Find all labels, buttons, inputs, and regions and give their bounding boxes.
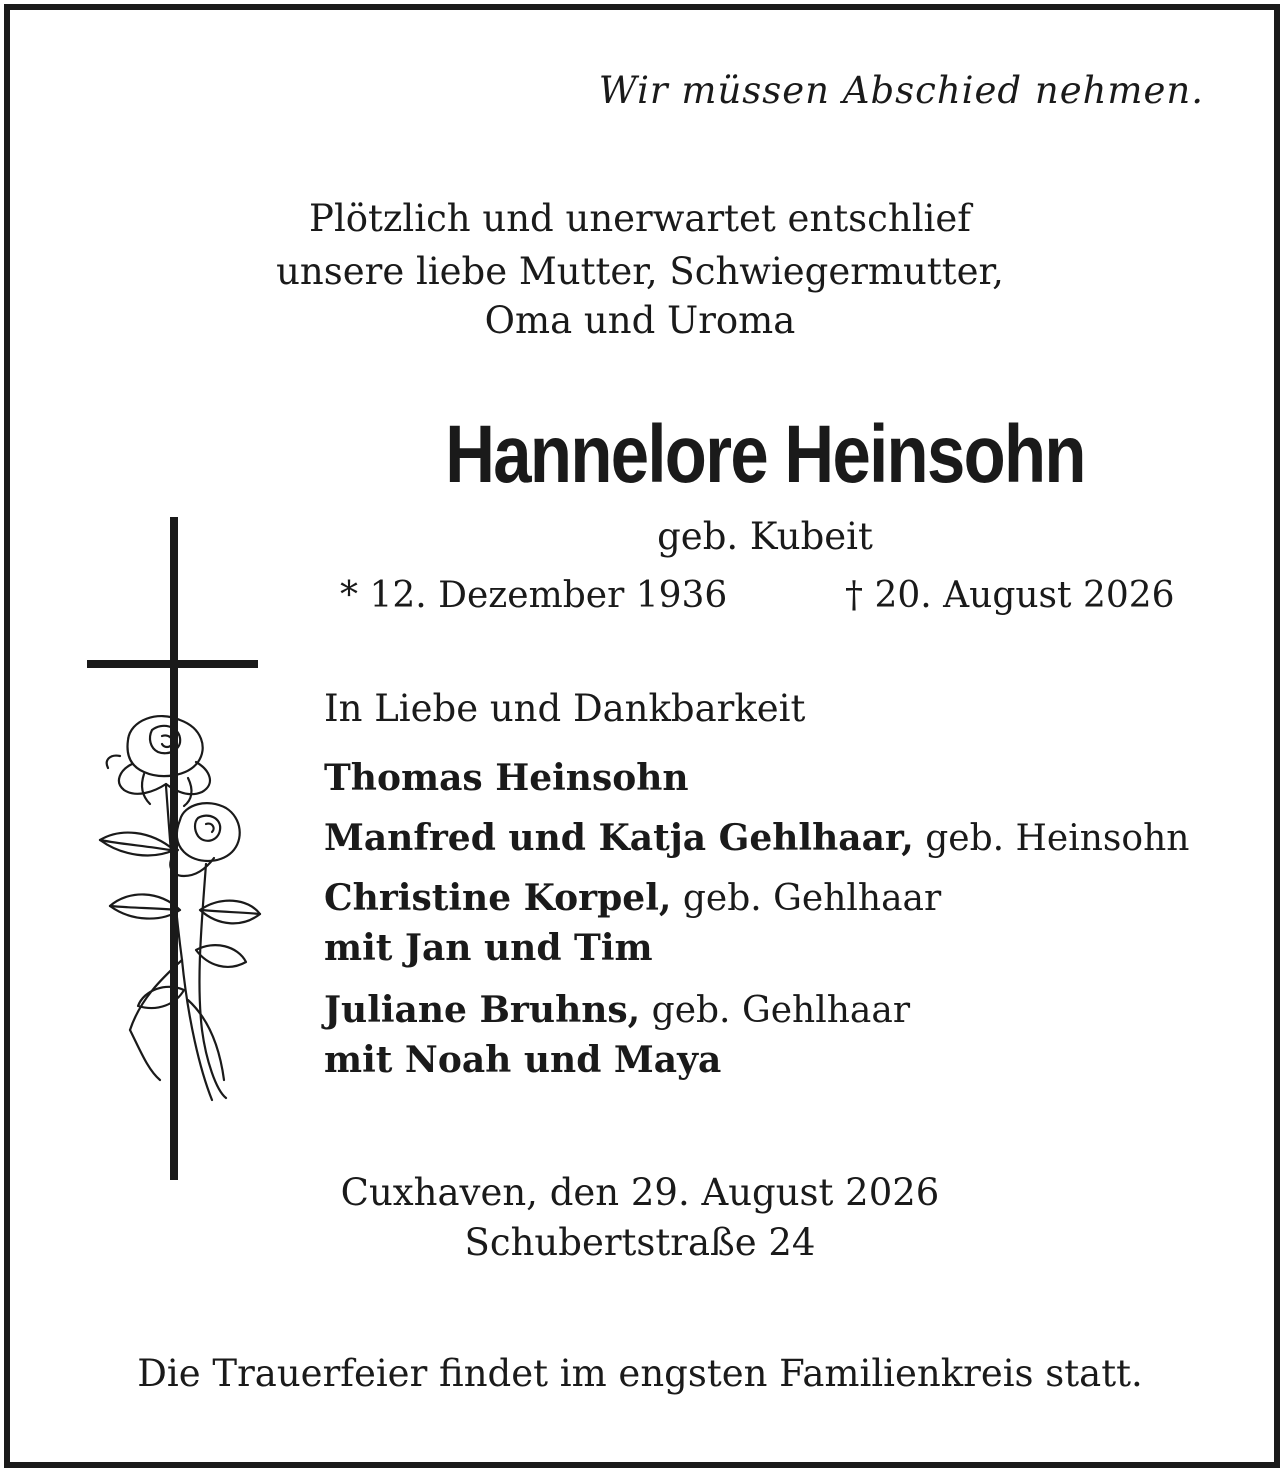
family-name-5: Juliane Bruhns, [324, 989, 641, 1031]
intro-line-3: Oma und Uroma [484, 299, 796, 342]
family-name-4: mit Jan und Tim [324, 927, 653, 969]
roses-icon [70, 700, 270, 1150]
intro-line-2: unsere liebe Mutter, Schwiegermutter, [276, 250, 1004, 293]
family-suffix-5: geb. Gehlhaar [640, 990, 911, 1031]
family-name-6: mit Noah und Maya [324, 1039, 722, 1081]
family-name-2: Manfred und Katja Gehlhaar, [324, 817, 914, 859]
motto: Wir müssen Abschied nehmen. [598, 69, 1204, 112]
funeral-note: Die Trauerfeier findet im engsten Familienkreis statt. [137, 1352, 1143, 1395]
death-date: † 20. August 2026 [845, 575, 1175, 616]
maiden-name: geb. Kubeit [657, 515, 873, 558]
family-name-1: Thomas Heinsohn [324, 757, 689, 799]
deceased-name: Hannelore Heinsohn [445, 409, 1085, 500]
address: Schubertstraße 24 [464, 1221, 816, 1264]
mourning-heading: In Liebe und Dankbarkeit [324, 687, 806, 730]
family-name-3: Christine Korpel, [324, 877, 672, 919]
family-line-4 [324, 927, 653, 969]
family-line-6 [324, 1039, 722, 1081]
place-date: Cuxhaven, den 29. August 2026 [340, 1171, 940, 1214]
family-line-3 [324, 877, 942, 919]
cross-bar [87, 660, 258, 668]
family-line-2 [324, 817, 1190, 859]
family-suffix-3: geb. Gehlhaar [671, 878, 942, 919]
birth-date: * 12. Dezember 1936 [340, 575, 728, 616]
family-suffix-2: geb. Heinsohn [913, 818, 1190, 859]
intro-line-1: Plötzlich und unerwartet entschlief [309, 197, 971, 240]
family-line-1 [324, 757, 689, 799]
family-line-5 [324, 989, 911, 1031]
